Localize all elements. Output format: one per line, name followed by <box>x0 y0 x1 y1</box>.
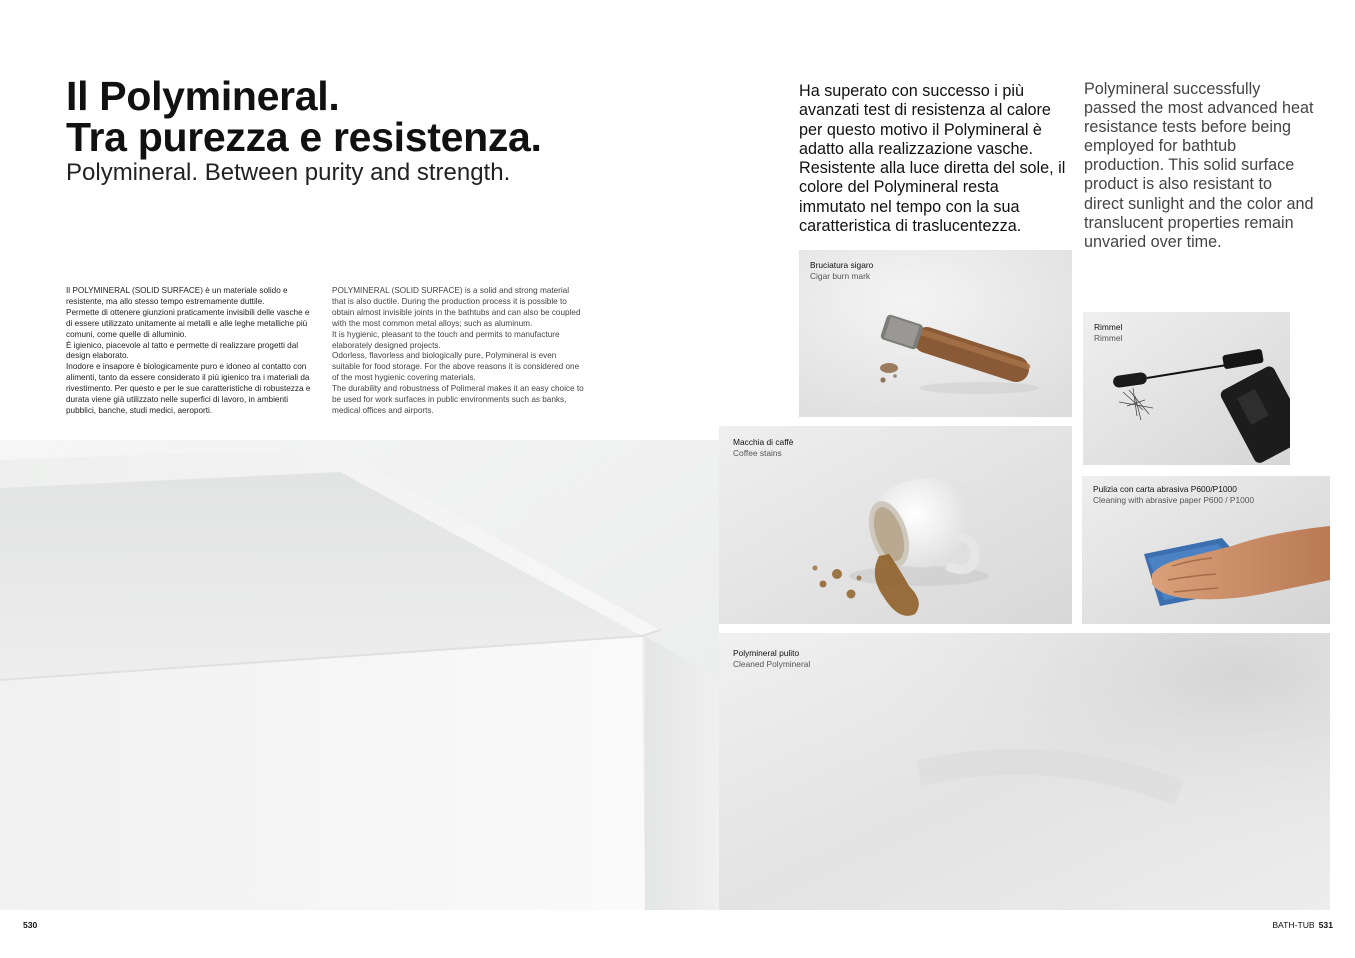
caption-italian: Polymineral pulito <box>733 648 800 658</box>
photo-coffee-stains <box>719 426 1072 624</box>
body-text-italian <box>66 286 318 417</box>
body-paragraph: The durability and robustness of Polimeral makes it an easy choice to be used for work surfaces in public environments such as banks, medical offices and airports. <box>332 384 584 415</box>
caption-italian: Macchia di caffè <box>733 437 794 447</box>
body-paragraph: Permette di ottenere giunzioni praticamente invisibili delle vasche e di essere utilizzato unitamente ai metalli e alle leghe metalliche più comuni, come quelle di alluminio. <box>66 307 310 339</box>
clean-surface-illustration <box>719 633 1330 910</box>
photo-cigar-burn <box>799 250 1072 417</box>
caption-italian: Pulizia con carta abrasiva P600/P1000 <box>1093 484 1237 494</box>
caption <box>1094 322 1122 343</box>
body-text-english <box>332 286 584 417</box>
page-footer-right <box>1272 920 1333 930</box>
body-paragraph: It is hygienic, pleasant to the touch and permits to manufacture elaborately designed projects. <box>332 329 560 350</box>
page-subtitle: Polymineral. Between purity and strength. <box>66 159 511 186</box>
body-paragraph: È igienico, piacevole al tatto e permette di realizzare progetti dal design elaborato. <box>66 340 299 361</box>
caption-english: Cigar burn mark <box>810 270 871 281</box>
page-title <box>66 73 542 160</box>
caption-italian: Bruciatura sigaro <box>810 260 874 270</box>
caption-english: Cleaned Polymineral <box>733 658 811 669</box>
photo-mascara <box>1083 312 1290 465</box>
hero-text-italian: Ha superato con successo i più avanzati test di resistenza al calore per questo motivo il Polymineral è adatto alla realizzazione vasche. Resistente alla luce diretta del sole, il colore del Polymineral resta immutato nel tempo con la sua caratteristica di traslucentezza. <box>799 82 1066 236</box>
photo-abrasive-cleaning <box>1082 476 1330 624</box>
caption <box>810 260 873 281</box>
caption-english: Cleaning with abrasive paper P600 / P1000 <box>1093 494 1255 505</box>
page-number-left: 530 <box>23 920 38 930</box>
caption <box>1093 484 1254 505</box>
body-paragraph: Odorless, flavorless and biologically pure, Polymineral is even suitable for food storage. For the above reasons it is considered one of the most hygienic covering materials. <box>332 351 580 383</box>
bathtub-photo <box>0 440 719 910</box>
caption-english: Coffee stains <box>733 447 782 458</box>
section-name: BATH-TUB <box>1272 920 1315 930</box>
title-line-2: Tra purezza e resistenza. <box>66 114 542 160</box>
body-paragraph: Il POLYMINERAL (SOLID SURFACE) è un materiale solido e resistente, ma allo stesso tempo estremamente duttile. <box>66 286 288 306</box>
caption <box>733 437 793 458</box>
caption-english: Rimmel <box>1094 332 1123 343</box>
page-number-right: 531 <box>1318 920 1333 930</box>
caption <box>733 648 810 669</box>
title-line-1: Il Polymineral. <box>66 73 340 119</box>
hero-text-english: Polymineral successfully passed the most advanced heat resistance tests before being employed for bathtub production. This solid surface product is also resistant to direct sunlight and the color and translucent properties remain unvaried over time. <box>1084 80 1314 251</box>
body-paragraph: Inodore e insapore è biologicamente puro e idoneo al contatto con alimenti, tanto da essere considerato il più igienico tra i materiali da rivestimento. Per questo e per le sue caratteristiche di robustezza e durata viene già utilizzato nelle superfici di lavoro, in ambienti pubblici, banche, studi medici, aeroporti. <box>66 362 311 415</box>
body-paragraph: POLYMINERAL (SOLID SURFACE) is a solid and strong material that is also ductile. During the production process it is possible to obtain almost invisible joints in the bathtubs and can also be coupled with the most common metal alloys; such as aluminum. <box>332 286 581 328</box>
photo-cleaned-polymineral <box>719 633 1330 910</box>
caption-italian: Rimmel <box>1094 322 1123 332</box>
